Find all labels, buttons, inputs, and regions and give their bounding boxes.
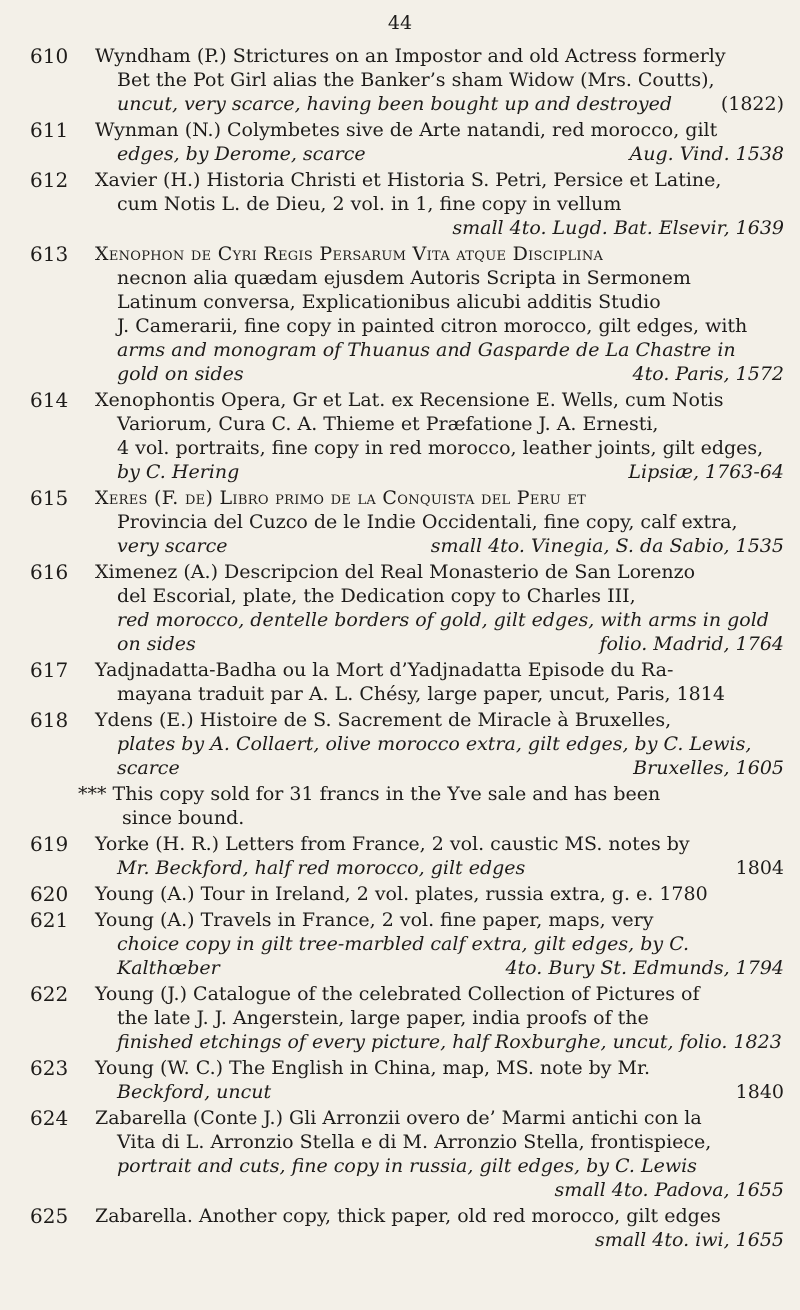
lot-number: 617 <box>30 658 69 682</box>
entry-imprint: folio. Madrid, 1764 <box>599 633 784 655</box>
entry-line: Young (W. C.) The English in China, map, MS. note by Mr. <box>95 1057 651 1079</box>
entry-line: Xenophon de Cyri Regis Persarum Vita atque Disciplina <box>95 243 604 265</box>
catalogue-entry <box>0 118 800 166</box>
entry-line: Xeres (F. de) Libro primo de la Conquista del Peru et <box>95 487 587 509</box>
catalogue-entry <box>0 388 800 484</box>
entry-line: Provincia del Cuzco de le Indie Occidentali, fine copy, calf extra, <box>117 511 738 533</box>
entry-line: on sides <box>117 633 196 655</box>
catalogue-entry <box>0 1056 800 1104</box>
entry-line: by C. Hering <box>117 461 240 483</box>
lot-number: 625 <box>30 1204 69 1228</box>
entry-imprint: 4to. Paris, 1572 <box>632 363 784 385</box>
entry-line: 4 vol. portraits, fine copy in red morocco, leather joints, gilt edges, <box>117 437 764 459</box>
entry-date: 1804 <box>735 857 784 879</box>
catalogue-entry <box>0 908 800 980</box>
entry-line: Bet the Pot Girl alias the Banker’s sham Widow (Mrs. Coutts), <box>117 69 715 91</box>
entry-imprint: Lipsiæ, 1763-64 <box>628 461 784 483</box>
entry-date: 1840 <box>735 1081 784 1103</box>
entry-line: the late J. J. Angerstein, large paper, india proofs of the <box>117 1007 649 1029</box>
entry-line: Variorum, Cura C. A. Thieme et Præfatione J. A. Ernesti, <box>117 413 659 435</box>
entry-line: Young (A.) Tour in Ireland, 2 vol. plates, russia extra, g. e. 1780 <box>95 883 708 905</box>
entry-line: uncut, very scarce, having been bought up and destroyed <box>117 93 672 115</box>
catalogue-entry <box>0 242 800 386</box>
entry-line: Ximenez (A.) Descripcion del Real Monasterio de San Lorenzo <box>95 561 696 583</box>
entry-imprint: small 4to. Lugd. Bat. Elsevir, 1639 <box>452 217 784 239</box>
lot-number: 619 <box>30 832 69 856</box>
lot-number: 614 <box>30 388 69 412</box>
lot-number: 622 <box>30 982 69 1006</box>
entry-line: Vita di L. Arronzio Stella e di M. Arronzio Stella, frontispiece, <box>117 1131 712 1153</box>
note-line: *** This copy sold for 31 francs in the Yve sale and has been <box>78 783 661 805</box>
entry-line: cum Notis L. de Dieu, 2 vol. in 1, fine copy in vellum <box>117 193 622 215</box>
lot-number: 618 <box>30 708 69 732</box>
entry-line: necnon alia quædam ejusdem Autoris Scripta in Sermonem <box>117 267 691 289</box>
entry-line: Beckford, uncut <box>117 1081 272 1103</box>
entry-date: (1822) <box>720 93 784 115</box>
entry-line: Yadjnadatta-Badha ou la Mort d’Yadjnadatta Episode du Ra- <box>95 659 674 681</box>
entry-line: Latinum conversa, Explicationibus alicubi additis Studio <box>117 291 661 313</box>
entry-imprint: small 4to. Vinegia, S. da Sabio, 1535 <box>430 535 784 557</box>
entry-imprint: small 4to. iwi, 1655 <box>594 1229 784 1251</box>
entry-line: Young (A.) Travels in France, 2 vol. fine paper, maps, very <box>95 909 654 931</box>
lot-number: 615 <box>30 486 69 510</box>
page-number: 44 <box>387 12 413 34</box>
entry-line: Yorke (H. R.) Letters from France, 2 vol. caustic MS. notes by <box>95 833 690 855</box>
lot-number: 620 <box>30 882 69 906</box>
catalogue-entry <box>0 1106 800 1202</box>
lot-number: 616 <box>30 560 69 584</box>
catalogue-entry <box>0 44 800 116</box>
catalogue-entry <box>0 486 800 558</box>
entry-line: Wyndham (P.) Strictures on an Impostor and old Actress formerly <box>95 45 726 67</box>
lot-number: 623 <box>30 1056 69 1080</box>
catalogue-list <box>0 44 800 1254</box>
lot-number: 612 <box>30 168 69 192</box>
entry-line: red morocco, dentelle borders of gold, gilt edges, with arms in gold <box>117 609 769 631</box>
entry-line: finished etchings of every picture, half Roxburghe, uncut, folio. 1823 <box>117 1031 782 1053</box>
catalogue-note <box>0 782 800 830</box>
entry-line: J. Camerarii, fine copy in painted citron morocco, gilt edges, with <box>117 315 748 337</box>
catalogue-entry <box>0 882 800 906</box>
entry-line: scarce <box>117 757 180 779</box>
catalogue-entry <box>0 708 800 780</box>
lot-number: 621 <box>30 908 69 932</box>
entry-line: Young (J.) Catalogue of the celebrated Collection of Pictures of <box>95 983 700 1005</box>
catalogue-entry <box>0 168 800 240</box>
catalogue-entry <box>0 982 800 1054</box>
entry-line: choice copy in gilt tree-marbled calf extra, gilt edges, by C. <box>117 933 690 955</box>
entry-line: Zabarella (Conte J.) Gli Arronzii overo de’ Marmi antichi con la <box>95 1107 702 1129</box>
entry-line: mayana traduit par A. L. Chésy, large paper, uncut, Paris, 1814 <box>117 683 725 705</box>
lot-number: 611 <box>30 118 69 142</box>
entry-imprint: Aug. Vind. 1538 <box>629 143 784 165</box>
entry-line: gold on sides <box>117 363 244 385</box>
entry-line: edges, by Derome, scarce <box>117 143 366 165</box>
entry-line: Zabarella. Another copy, thick paper, old red morocco, gilt edges <box>95 1205 721 1227</box>
entry-imprint: Bruxelles, 1605 <box>633 757 784 779</box>
lot-number: 613 <box>30 242 69 266</box>
catalogue-entry <box>0 560 800 656</box>
entry-line: portrait and cuts, fine copy in russia, gilt edges, by C. Lewis <box>117 1155 697 1177</box>
entry-imprint: 4to. Bury St. Edmunds, 1794 <box>505 957 784 979</box>
entry-line: Xenophontis Opera, Gr et Lat. ex Recensione E. Wells, cum Notis <box>95 389 724 411</box>
entry-line: arms and monogram of Thuanus and Gasparde de La Chastre in <box>117 339 736 361</box>
entry-line: Xavier (H.) Historia Christi et Historia S. Petri, Persice et Latine, <box>95 169 722 191</box>
entry-line: Ydens (E.) Histoire de S. Sacrement de Miracle à Bruxelles, <box>95 709 672 731</box>
catalogue-entry <box>0 832 800 880</box>
entry-line: Kalthœber <box>117 957 220 979</box>
entry-line: plates by A. Collaert, olive morocco extra, gilt edges, by C. Lewis, <box>117 733 752 755</box>
entry-imprint: small 4to. Padova, 1655 <box>554 1179 784 1201</box>
entry-line: very scarce <box>117 535 228 557</box>
note-line: since bound. <box>122 807 245 829</box>
entry-line: del Escorial, plate, the Dedication copy to Charles III, <box>117 585 636 607</box>
catalogue-entry <box>0 1204 800 1252</box>
entry-line: Wynman (N.) Colymbetes sive de Arte natandi, red morocco, gilt <box>95 119 718 141</box>
lot-number: 610 <box>30 44 69 68</box>
catalogue-entry <box>0 658 800 706</box>
entry-line: Mr. Beckford, half red morocco, gilt edges <box>117 857 526 879</box>
lot-number: 624 <box>30 1106 69 1130</box>
